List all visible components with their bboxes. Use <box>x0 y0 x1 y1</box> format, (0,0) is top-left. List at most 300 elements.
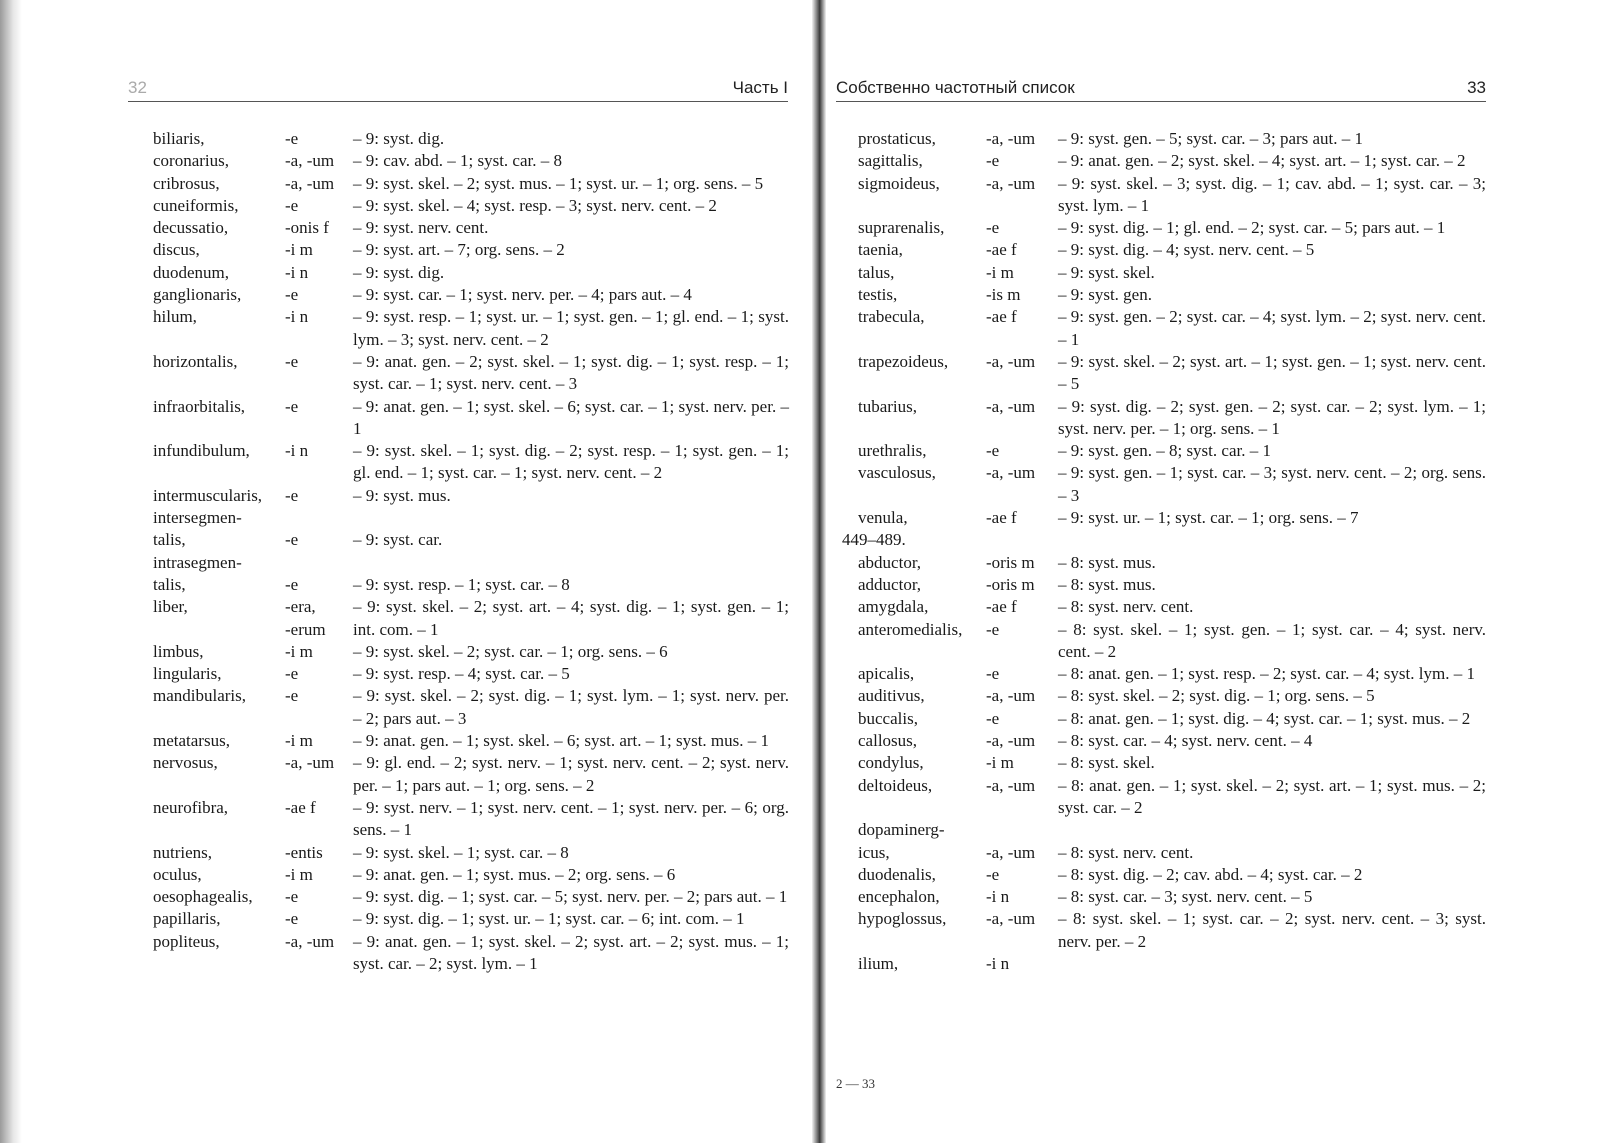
entry-frequency-text: – 9: syst. dig. <box>353 262 445 282</box>
entry-frequency <box>353 730 789 752</box>
entry-ending-line: -i n <box>285 262 309 282</box>
entry-ending <box>285 886 353 908</box>
entry-lemma <box>858 685 986 707</box>
entry-ending-line: -e <box>285 887 299 907</box>
entry-lemma <box>858 150 986 172</box>
dictionary-entry <box>858 596 1486 618</box>
entry-frequency <box>1058 239 1486 261</box>
dictionary-entry <box>153 284 789 306</box>
dictionary-entry <box>153 217 789 239</box>
entry-ending-line: -e <box>285 485 299 505</box>
dictionary-entry <box>153 396 789 441</box>
entry-lemma <box>153 797 285 819</box>
entry-ending <box>285 351 353 373</box>
entry-frequency <box>353 864 789 886</box>
entry-lemma-line: lingularis, <box>153 664 222 684</box>
entry-frequency-text: – 8: syst. mus. <box>1058 552 1156 572</box>
entry-frequency-text: – 9: syst. skel. – 1; syst. dig. – 2; syst. resp. – 1; syst. gen. – 1; gl. end. – 1; syst. car. – 1; syst. nerv. cent. – 2 <box>353 441 789 483</box>
entry-frequency <box>353 128 789 150</box>
entry-lemma-line: papillaris, <box>153 909 221 929</box>
entry-ending-line: -oris m <box>986 552 1035 572</box>
entry-frequency <box>353 552 789 597</box>
entry-lemma <box>858 440 986 462</box>
dictionary-entry <box>858 173 1486 218</box>
entry-ending-line: -e <box>285 195 299 215</box>
entry-frequency-text: – 9: syst. skel. – 3; syst. dig. – 1; cav. abd. – 1; syst. car. – 3; syst. lym. – 1 <box>1058 173 1486 215</box>
entry-lemma <box>153 485 285 507</box>
entry-lemma-line: talis, <box>153 574 186 594</box>
dictionary-entry <box>858 685 1486 707</box>
entry-lemma-line: venula, <box>858 508 908 528</box>
entry-lemma <box>153 440 285 462</box>
entry-ending <box>986 351 1058 373</box>
entry-lemma-line: metatarsus, <box>153 731 230 751</box>
entry-ending <box>986 128 1058 150</box>
dictionary-entry <box>153 641 789 663</box>
entry-lemma-line: anteromedialis, <box>858 619 963 639</box>
entry-frequency <box>1058 886 1486 908</box>
entry-ending-line: -e <box>285 664 299 684</box>
entry-ending <box>285 596 353 641</box>
entry-frequency <box>353 507 789 552</box>
entry-spacer <box>285 552 353 574</box>
entry-lemma <box>153 262 285 284</box>
entry-lemma <box>153 173 285 195</box>
entry-group-9 <box>858 128 1486 529</box>
entry-lemma-line: vasculosus, <box>858 463 936 483</box>
entry-spacer <box>353 552 789 574</box>
entry-ending <box>285 842 353 864</box>
entry-frequency <box>1058 351 1486 396</box>
entry-lemma-line: dopaminerg- <box>858 820 945 840</box>
entry-frequency <box>1058 819 1486 864</box>
dictionary-entry <box>153 150 789 172</box>
entry-frequency-text: – 8: syst. mus. <box>1058 574 1156 594</box>
entry-ending <box>986 462 1058 484</box>
entry-lemma-line: deltoideus, <box>858 775 933 795</box>
entry-ending-line: -i n <box>285 307 309 327</box>
entry-frequency <box>1058 708 1486 730</box>
entry-frequency-text: – 9: syst. nerv. – 1; syst. nerv. cent. – 1; syst. nerv. per. – 6; org. sens. – 1 <box>353 797 789 840</box>
entry-lemma-line: hilum, <box>153 307 197 327</box>
page-number-right: 33 <box>1467 78 1486 97</box>
book-gutter <box>812 0 826 1143</box>
dictionary-entry <box>858 552 1486 574</box>
entry-frequency-text: – 8: syst. skel. – 1; syst. gen. – 1; syst. car. – 4; syst. nerv. cent. – 2 <box>1058 619 1486 661</box>
entry-frequency-text: – 9: syst. skel. – 2; syst. car. – 1; org. sens. – 6 <box>353 641 668 661</box>
entry-frequency <box>1058 507 1486 529</box>
entry-frequency-text: – 8: syst. nerv. cent. <box>1058 842 1194 862</box>
entry-frequency <box>353 685 789 730</box>
entry-frequency <box>353 351 789 396</box>
entry-ending <box>986 619 1058 641</box>
entry-ending-line: -e <box>285 909 299 929</box>
dictionary-entry <box>858 239 1486 261</box>
entry-frequency <box>1058 128 1486 150</box>
entry-ending-line: -ae f <box>986 597 1017 617</box>
entry-lemma-line: talis, <box>153 530 186 550</box>
dictionary-entry <box>858 708 1486 730</box>
entry-frequency <box>353 931 789 976</box>
entry-lemma <box>858 173 986 195</box>
entry-spacer <box>285 507 353 529</box>
entry-lemma <box>858 775 986 797</box>
entry-ending <box>285 685 353 707</box>
entry-lemma <box>858 396 986 418</box>
entry-frequency-text: – 9: syst. dig. – 1; syst. car. – 5; syst. nerv. per. – 2; pars aut. – 1 <box>353 887 788 907</box>
entry-frequency-text: – 9: syst. gen. – 2; syst. car. – 4; syst. lym. – 2; syst. nerv. cent. – 1 <box>1058 307 1486 349</box>
dictionary-entry <box>153 195 789 217</box>
entry-ending <box>986 864 1058 886</box>
dictionary-entry <box>153 507 789 552</box>
rank-range-heading: 449–489. <box>842 530 906 550</box>
entry-frequency-text: – 9: syst. resp. – 4; syst. car. – 5 <box>353 664 570 684</box>
dictionary-entry <box>858 507 1486 529</box>
entry-lemma <box>153 239 285 261</box>
entry-ending <box>285 306 353 328</box>
dictionary-entry <box>153 730 789 752</box>
running-title-left: Часть I <box>732 78 788 97</box>
entry-ending <box>285 262 353 284</box>
entry-lemma-line: oculus, <box>153 864 202 884</box>
entry-ending <box>285 797 353 819</box>
entry-ending-line: -i m <box>986 262 1014 282</box>
entry-frequency <box>353 752 789 797</box>
entry-frequency <box>1058 574 1486 596</box>
right-page <box>826 0 1601 1143</box>
entry-frequency <box>1058 150 1486 172</box>
entry-ending-line: -era, <box>285 597 316 617</box>
entry-lemma-line: mandibularis, <box>153 686 247 706</box>
entry-frequency <box>1058 685 1486 707</box>
entry-lemma-line: icus, <box>858 842 890 862</box>
entry-ending-line: -e <box>986 664 1000 684</box>
dictionary-entry <box>153 886 789 908</box>
entry-spacer <box>986 819 1058 841</box>
entry-ending-line: -e <box>986 151 1000 171</box>
entry-ending-line: -e <box>285 285 299 305</box>
dictionary-entry <box>858 752 1486 774</box>
entry-ending-line: -i m <box>285 864 313 884</box>
dictionary-entry <box>153 908 789 930</box>
entry-lemma-line: apicalis, <box>858 664 915 684</box>
entry-frequency <box>353 842 789 864</box>
entry-ending-line: -a, -um <box>986 173 1036 193</box>
entry-lemma-line: infundibulum, <box>153 441 250 461</box>
entry-ending <box>986 819 1058 864</box>
entry-ending-line: -e <box>285 351 299 371</box>
entry-frequency-text: – 8: syst. car. – 4; syst. nerv. cent. – 4 <box>1058 731 1313 751</box>
entry-ending <box>986 396 1058 418</box>
entry-frequency-text: – 9: syst. gen. <box>1058 285 1152 305</box>
entry-lemma-line: buccalis, <box>858 708 918 728</box>
dictionary-entry <box>858 619 1486 664</box>
entry-lemma <box>858 752 986 774</box>
entry-lemma <box>153 150 285 172</box>
entry-lemma <box>858 262 986 284</box>
entry-ending-line: -a, -um <box>285 753 335 773</box>
dictionary-entry <box>153 306 789 351</box>
entry-ending <box>986 217 1058 239</box>
entry-ending <box>986 886 1058 908</box>
entry-lemma-line: liber, <box>153 597 188 617</box>
entry-ending <box>986 574 1058 596</box>
running-head-left <box>128 78 788 102</box>
entry-frequency <box>1058 596 1486 618</box>
entry-lemma-line: ganglionaris, <box>153 285 242 305</box>
entry-lemma <box>858 574 986 596</box>
entry-ending <box>986 685 1058 707</box>
entry-frequency-text: – 8: syst. car. – 3; syst. nerv. cent. – 5 <box>1058 887 1313 907</box>
dictionary-entry <box>153 239 789 261</box>
entry-ending-line: -a, -um <box>285 931 335 951</box>
entry-ending-line: -oris m <box>986 574 1035 594</box>
entry-ending-line: -e <box>285 530 299 550</box>
entry-ending-line: -a, -um <box>986 129 1036 148</box>
entry-frequency-text: – 9: syst. skel. – 2; syst. art. – 4; syst. dig. – 1; syst. gen. – 1; int. com. – 1 <box>353 597 789 639</box>
entry-frequency <box>353 797 789 842</box>
entry-ending-line: -i n <box>986 953 1010 973</box>
entry-frequency <box>1058 262 1486 284</box>
entry-lemma-line: urethralis, <box>858 441 927 461</box>
dictionary-entry <box>153 440 789 485</box>
entry-lemma-line: sagittalis, <box>858 151 923 171</box>
entry-lemma-line: sigmoideus, <box>858 173 940 193</box>
entry-lemma <box>153 284 285 306</box>
entry-frequency <box>1058 306 1486 351</box>
entry-frequency-text: – 8: syst. skel. – 2; syst. dig. – 1; org. sens. – 5 <box>1058 686 1375 706</box>
entry-frequency <box>353 485 789 507</box>
dictionary-entry <box>153 663 789 685</box>
entry-ending <box>285 507 353 552</box>
entry-list-right <box>842 128 1486 975</box>
dictionary-entry <box>858 574 1486 596</box>
entry-lemma <box>858 284 986 306</box>
entry-spacer <box>353 507 789 529</box>
entry-frequency <box>353 173 789 195</box>
dictionary-entry <box>858 819 1486 864</box>
dictionary-entry <box>858 886 1486 908</box>
entry-ending <box>285 485 353 507</box>
entry-lemma <box>153 730 285 752</box>
entry-lemma <box>153 396 285 418</box>
entry-ending <box>986 173 1058 195</box>
entry-frequency-text: – 9: syst. gen. – 1; syst. car. – 3; syst. nerv. cent. – 2; org. sens. – 3 <box>1058 463 1486 505</box>
entry-lemma <box>858 552 986 574</box>
entry-ending <box>986 663 1058 685</box>
entry-lemma <box>153 908 285 930</box>
entry-lemma-line: amygdala, <box>858 597 929 617</box>
entry-frequency-text: – 9: syst. gen. – 5; syst. car. – 3; pars aut. – 1 <box>1058 129 1364 148</box>
entry-frequency-text: – 8: syst. nerv. cent. <box>1058 597 1194 617</box>
entry-frequency <box>1058 284 1486 306</box>
dictionary-entry <box>858 217 1486 239</box>
entry-frequency <box>353 239 789 261</box>
entry-frequency-text: – 9: anat. gen. – 1; syst. skel. – 2; syst. art. – 2; syst. mus. – 1; syst. car. – 2; syst. lym. – 1 <box>353 931 789 973</box>
entry-frequency-text: – 9: syst. resp. – 1; syst. ur. – 1; syst. gen. – 1; gl. end. – 1; syst. lym. – 3; syst. nerv. cent. – 2 <box>353 307 789 349</box>
entry-ending <box>986 752 1058 774</box>
entry-frequency-text: – 9: syst. ur. – 1; syst. car. – 1; org. sens. – 7 <box>1058 508 1359 528</box>
entry-lemma-line: cribrosus, <box>153 173 220 193</box>
entry-lemma-line: suprarenalis, <box>858 218 945 238</box>
entry-frequency-text: – 9: syst. dig. – 4; syst. nerv. cent. – 5 <box>1058 240 1315 260</box>
entry-ending <box>986 239 1058 261</box>
dictionary-entry <box>858 128 1486 150</box>
entry-frequency <box>353 306 789 351</box>
entry-ending-line: -a, -um <box>986 775 1036 795</box>
entry-lemma <box>153 864 285 886</box>
entry-lemma-line: oesophagealis, <box>153 887 253 907</box>
entry-ending <box>285 864 353 886</box>
entry-lemma-line: hypoglossus, <box>858 909 947 929</box>
entry-ending-line: -a, -um <box>285 151 335 171</box>
dictionary-entry <box>153 262 789 284</box>
dictionary-entry <box>153 552 789 597</box>
entry-frequency-text: – 8: anat. gen. – 1; syst. resp. – 2; syst. car. – 4; syst. lym. – 1 <box>1058 664 1475 684</box>
entry-lemma-line: cuneiformis, <box>153 195 239 215</box>
dictionary-entry <box>858 864 1486 886</box>
entry-frequency <box>353 908 789 930</box>
entry-lemma-line: callosus, <box>858 731 918 751</box>
entry-lemma-line: duodenum, <box>153 262 230 282</box>
entry-ending <box>285 173 353 195</box>
dictionary-entry <box>858 462 1486 507</box>
entry-lemma-line: horizontalis, <box>153 351 238 371</box>
entry-lemma <box>858 663 986 685</box>
entry-ending <box>285 908 353 930</box>
entry-lemma-line: coronarius, <box>153 151 230 171</box>
entry-frequency-text: – 9: syst. art. – 7; org. sens. – 2 <box>353 240 565 260</box>
entry-lemma-line: prostaticus, <box>858 129 936 148</box>
entry-frequency-text: – 9: cav. abd. – 1; syst. car. – 8 <box>353 151 562 171</box>
entry-ending-line: -a, -um <box>986 731 1036 751</box>
entry-ending-line: -i m <box>285 641 313 661</box>
entry-frequency-text: – 8: anat. gen. – 1; syst. dig. – 4; syst. car. – 1; syst. mus. – 2 <box>1058 708 1471 728</box>
entry-lemma-line: trapezoideus, <box>858 351 949 371</box>
entry-ending-line: -i m <box>285 240 313 260</box>
entry-ending-line: -a, -um <box>986 909 1036 929</box>
entry-frequency <box>1058 908 1486 953</box>
entry-ending-line: -e <box>986 864 1000 884</box>
entry-ending <box>285 150 353 172</box>
entry-lemma-line: nervosus, <box>153 753 218 773</box>
entry-ending-line: -a, -um <box>285 173 335 193</box>
entry-lemma <box>858 596 986 618</box>
dictionary-entry <box>153 931 789 976</box>
entry-frequency-text: – 9: syst. skel. – 2; syst. mus. – 1; syst. ur. – 1; org. sens. – 5 <box>353 173 764 193</box>
entry-ending-line: -e <box>285 129 299 148</box>
entry-lemma-line: biliaris, <box>153 129 205 148</box>
entry-frequency <box>1058 217 1486 239</box>
entry-frequency <box>1058 552 1486 574</box>
entry-ending-line: -is m <box>986 285 1021 305</box>
entry-lemma <box>858 619 986 641</box>
entry-lemma <box>858 953 986 975</box>
entry-ending-line: -e <box>285 396 299 416</box>
entry-frequency-text: – 9: anat. gen. – 2; syst. skel. – 4; syst. art. – 1; syst. car. – 2 <box>1058 151 1466 171</box>
dictionary-entry <box>858 953 1486 975</box>
entry-frequency-text: – 9: syst. skel. – 4; syst. resp. – 3; syst. nerv. cent. – 2 <box>353 195 717 215</box>
entry-ending <box>285 730 353 752</box>
entry-lemma <box>858 239 986 261</box>
dictionary-entry <box>858 663 1486 685</box>
entry-frequency <box>353 150 789 172</box>
entry-lemma <box>153 886 285 908</box>
entry-lemma <box>858 708 986 730</box>
entry-lemma-line: trabecula, <box>858 307 925 327</box>
entry-lemma <box>153 217 285 239</box>
entry-ending <box>285 552 353 597</box>
entry-list-left <box>153 128 789 975</box>
entry-ending <box>986 507 1058 529</box>
entry-lemma-line: infraorbitalis, <box>153 396 246 416</box>
entry-lemma <box>153 752 285 774</box>
entry-ending <box>986 150 1058 172</box>
entry-ending-line: -entis <box>285 842 323 862</box>
entry-lemma <box>858 128 986 150</box>
dictionary-entry <box>858 730 1486 752</box>
dictionary-entry <box>153 596 789 641</box>
entry-frequency-text: – 9: syst. skel. <box>1058 262 1155 282</box>
entry-ending <box>986 284 1058 306</box>
dictionary-entry <box>153 797 789 842</box>
entry-frequency <box>353 886 789 908</box>
entry-ending <box>986 775 1058 797</box>
entry-frequency-text: – 8: syst. dig. – 2; cav. abd. – 4; syst. car. – 2 <box>1058 864 1363 884</box>
entry-frequency <box>1058 462 1486 507</box>
entry-ending-line: -ae f <box>285 797 316 817</box>
entry-ending-line: -erum <box>285 619 326 639</box>
entry-ending-line: -e <box>986 218 1000 238</box>
entry-ending <box>986 306 1058 328</box>
entry-ending-line: -onis f <box>285 218 329 238</box>
entry-ending-line: -a, -um <box>986 686 1036 706</box>
dictionary-entry <box>153 351 789 396</box>
entry-lemma <box>153 663 285 685</box>
dictionary-entry <box>153 173 789 195</box>
entry-frequency <box>353 596 789 641</box>
entry-frequency-text: – 9: anat. gen. – 1; syst. skel. – 6; syst. art. – 1; syst. mus. – 1 <box>353 731 770 751</box>
entry-lemma <box>858 507 986 529</box>
entry-ending-line: -i n <box>285 441 309 461</box>
entry-lemma-line: intermuscularis, <box>153 485 263 505</box>
entry-frequency <box>353 195 789 217</box>
entry-ending <box>285 663 353 685</box>
entry-lemma-line: nutriens, <box>153 842 213 862</box>
entry-lemma-line: duodenalis, <box>858 864 936 884</box>
entry-frequency-text: – 9: syst. skel. – 2; syst. art. – 1; syst. gen. – 1; syst. nerv. cent. – 5 <box>1058 351 1486 394</box>
entry-ending-line: -e <box>986 708 1000 728</box>
entry-frequency <box>1058 619 1486 664</box>
entry-ending <box>986 552 1058 574</box>
dictionary-entry <box>153 842 789 864</box>
entry-lemma-line: testis, <box>858 285 898 305</box>
entry-ending-line: -e <box>986 441 1000 461</box>
dictionary-entry <box>153 864 789 886</box>
entry-ending <box>285 396 353 418</box>
dictionary-entry <box>858 284 1486 306</box>
entry-frequency <box>353 440 789 485</box>
page-number-left: 32 <box>128 78 147 97</box>
entry-lemma-line: popliteus, <box>153 931 220 951</box>
entry-group-8 <box>858 552 1486 976</box>
entry-lemma <box>153 351 285 373</box>
entry-lemma <box>858 908 986 930</box>
entry-lemma <box>153 641 285 663</box>
entry-ending <box>285 440 353 462</box>
entry-ending <box>986 908 1058 930</box>
entry-ending <box>285 284 353 306</box>
